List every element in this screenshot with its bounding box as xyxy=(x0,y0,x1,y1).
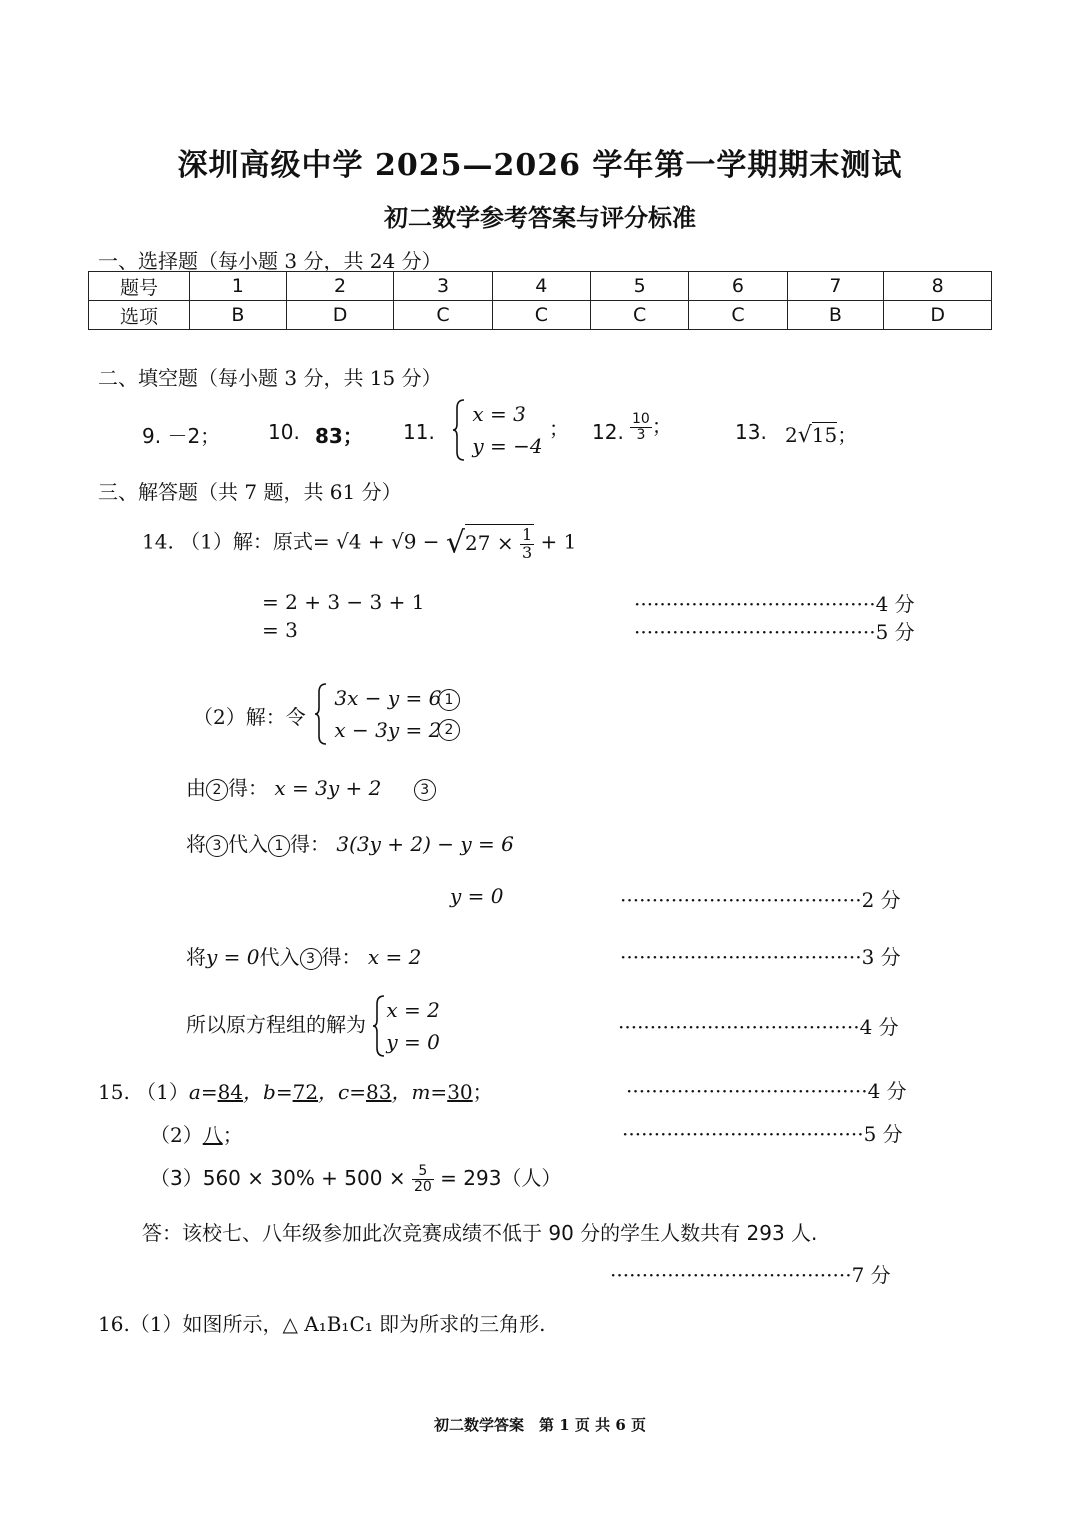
circle-1-icon: 1 xyxy=(438,689,460,711)
table-cell: 8 xyxy=(884,272,992,301)
q14-2-sol1: x = 2 xyxy=(386,998,440,1022)
q14-2-sub-line xyxy=(186,828,514,857)
score-2: 2 分 xyxy=(861,888,901,912)
table-cell: 2 xyxy=(286,272,394,301)
score-line: ······································4 分 xyxy=(618,1015,899,1039)
q14-2-from-line xyxy=(186,772,436,801)
table-cell: C xyxy=(394,301,492,330)
sqrt-icon: √ xyxy=(445,525,466,561)
q14-2-back-c: 得： xyxy=(321,945,362,969)
table-cell: C xyxy=(689,301,787,330)
page-subtitle: 初二数学参考答案与评分标准 xyxy=(384,203,696,232)
q14-2-sub-c: 得： xyxy=(290,832,330,856)
q13-coef: 2 xyxy=(785,423,798,447)
table-cell: D xyxy=(884,301,992,330)
table-cell: B xyxy=(787,301,884,330)
q14-1-step2: = 3 xyxy=(262,618,298,642)
score-5: 5 分 xyxy=(875,620,915,644)
table-row-questions xyxy=(89,272,992,301)
section2-heading: 二、填空题（每小题 3 分，共 15 分） xyxy=(98,366,442,390)
q14-2-back-b: 代入 xyxy=(259,945,300,969)
score-4: 4 分 xyxy=(859,1015,899,1039)
answer-q10: 83； xyxy=(315,424,363,448)
q15-b: ，b= xyxy=(243,1080,293,1104)
q15-1-line xyxy=(98,1076,493,1105)
q15-a-val: 84 xyxy=(217,1080,244,1104)
q15-3-numer: 5 xyxy=(412,1164,434,1180)
q14-1-frac-n: 1 xyxy=(521,525,533,544)
score-line: ······································2 分 xyxy=(620,888,901,912)
score-4: 4 分 xyxy=(867,1079,907,1103)
q15-answer: 答：该校七、八年级参加此次竞赛成绩不低于 90 分的学生人数共有 293 人. xyxy=(142,1221,818,1245)
q14-2-get: 得： xyxy=(228,776,268,800)
table-cell: 6 xyxy=(689,272,787,301)
score-3: 3 分 xyxy=(861,945,901,969)
circle-3-icon: 3 xyxy=(300,948,322,970)
q15-m-val: 30 xyxy=(447,1080,473,1104)
choice-answer-table xyxy=(88,271,992,330)
answer-q11-system xyxy=(452,398,569,462)
section1-heading: 一、选择题（每小题 3 分，共 24 分） xyxy=(98,249,442,273)
answer-q13 xyxy=(785,419,857,448)
page-footer: 初二数学答案 第 1 页 共 6 页 xyxy=(434,1416,646,1434)
table-cell: 1 xyxy=(190,272,287,301)
q14-2-sub-a: 将 xyxy=(186,832,206,856)
q15-a: a= xyxy=(188,1080,218,1104)
answer-q10-number: 10. xyxy=(268,420,300,444)
q14-2-sub-b: 代入 xyxy=(228,832,268,856)
q15-2-ans: 八 xyxy=(202,1123,223,1147)
q12-end: ； xyxy=(651,414,672,438)
q14-2-eq2: x − 3y = 2 xyxy=(334,718,442,742)
brace-icon xyxy=(372,994,386,1058)
score-line: ······································7 分 xyxy=(610,1263,891,1287)
q14-2-from-eq: x = 3y + 2 xyxy=(274,776,382,800)
circle-3-icon: 3 xyxy=(206,835,228,857)
score-5: 5 分 xyxy=(863,1122,903,1146)
q11-end: ； xyxy=(548,416,569,441)
q14-2-sub-eq: 3(3y + 2) − y = 6 xyxy=(336,832,514,856)
score-line: ······································4 分 xyxy=(634,592,915,616)
q14-2-label: （2）解：令 xyxy=(193,705,306,729)
q13-radicand: 15 xyxy=(811,423,838,447)
q14-2-from: 由 xyxy=(186,776,206,800)
brace-icon xyxy=(314,682,328,746)
q11-eq2: y = −4 xyxy=(472,434,543,458)
q15-m: ，m= xyxy=(391,1080,448,1104)
table-row-answers xyxy=(89,301,992,330)
answer-q12-number: 12. xyxy=(592,420,624,444)
table-cell: C xyxy=(492,301,590,330)
q15-end: ； xyxy=(472,1080,493,1104)
q14-2-back-line xyxy=(186,941,421,970)
row-label-answer: 选项 xyxy=(89,301,190,330)
q12-denominator: 3 xyxy=(636,427,646,443)
q14-2-eq1: 3x − y = 6 xyxy=(334,686,442,710)
q15-2-end: ； xyxy=(222,1123,243,1147)
section3-heading: 三、解答题（共 7 题，共 61 分） xyxy=(98,480,402,504)
table-cell: D xyxy=(286,301,394,330)
sqrt-icon: √ xyxy=(797,423,812,448)
q14-1-line xyxy=(142,524,576,562)
table-cell: 7 xyxy=(787,272,884,301)
score-4: 4 分 xyxy=(875,592,915,616)
circle-2-icon: 2 xyxy=(206,779,228,801)
q14-2-sol: 所以原方程组的解为 xyxy=(186,1012,366,1037)
q15-c: ，c= xyxy=(318,1080,367,1104)
table-cell: C xyxy=(590,301,688,330)
q11-eq1: x = 3 xyxy=(472,402,526,426)
score-line: ······································4 分 xyxy=(626,1079,907,1103)
answer-q11-number: 11. xyxy=(403,420,435,444)
answer-q9: 9. －2； xyxy=(142,424,221,448)
q15-3-denom: 20 xyxy=(413,1179,432,1195)
q13-end: ； xyxy=(837,423,858,447)
q14-1-rad-a: 27 × xyxy=(465,530,514,555)
score-7: 7 分 xyxy=(851,1263,891,1287)
brace-icon xyxy=(452,398,466,462)
score-line: ······································5 分 xyxy=(622,1122,903,1146)
q14-2-solution xyxy=(186,994,440,1058)
q14-2-back-y: y = 0 xyxy=(206,945,260,969)
table-cell: B xyxy=(190,301,287,330)
q14-2-system xyxy=(314,682,441,746)
q14-1-tail: + 1 xyxy=(540,529,577,554)
row-label-question: 题号 xyxy=(89,272,190,301)
q15-1-pre: 15. （1） xyxy=(98,1080,189,1104)
q14-1-frac-d: 3 xyxy=(521,542,533,562)
q15-c-val: 83 xyxy=(366,1080,392,1104)
q14-1-eq: = √4 + √9 − xyxy=(312,529,446,554)
q14-1-step1: = 2 + 3 − 3 + 1 xyxy=(262,590,425,614)
q15-3-post: = 293（人） xyxy=(440,1166,562,1190)
table-cell: 4 xyxy=(492,272,590,301)
page-title: 深圳高级中学 2025—2026 学年第一学期期末测试 xyxy=(177,148,903,183)
table-cell: 5 xyxy=(590,272,688,301)
q15-3-pre: （3）560 × 30% + 500 × xyxy=(150,1166,406,1190)
q16-1-line: 16.（1）如图所示，△ A₁B₁C₁ 即为所求的三角形. xyxy=(98,1312,546,1336)
answer-q13-number: 13. xyxy=(735,420,767,444)
q15-2-line xyxy=(150,1119,243,1148)
circle-2-icon: 2 xyxy=(438,719,460,741)
q15-b-val: 72 xyxy=(292,1080,319,1104)
score-line: ······································5 分 xyxy=(634,620,915,644)
circle-3-icon: 3 xyxy=(414,779,436,801)
q15-3-line xyxy=(150,1162,561,1195)
q14-2-back-eq: x = 2 xyxy=(367,945,422,969)
q14-1-label: 14. （1）解：原式 xyxy=(142,529,313,554)
q14-2-y0: y = 0 xyxy=(450,884,504,908)
table-cell: 3 xyxy=(394,272,492,301)
q14-2-back-a: 将 xyxy=(186,945,206,969)
answer-q12 xyxy=(630,410,672,443)
q14-2-sol2: y = 0 xyxy=(386,1030,440,1054)
q12-numerator: 10 xyxy=(632,411,650,428)
q15-2-pre: （2） xyxy=(150,1123,203,1147)
score-line: ······································3 分 xyxy=(620,945,901,969)
circle-1-icon: 1 xyxy=(268,835,290,857)
